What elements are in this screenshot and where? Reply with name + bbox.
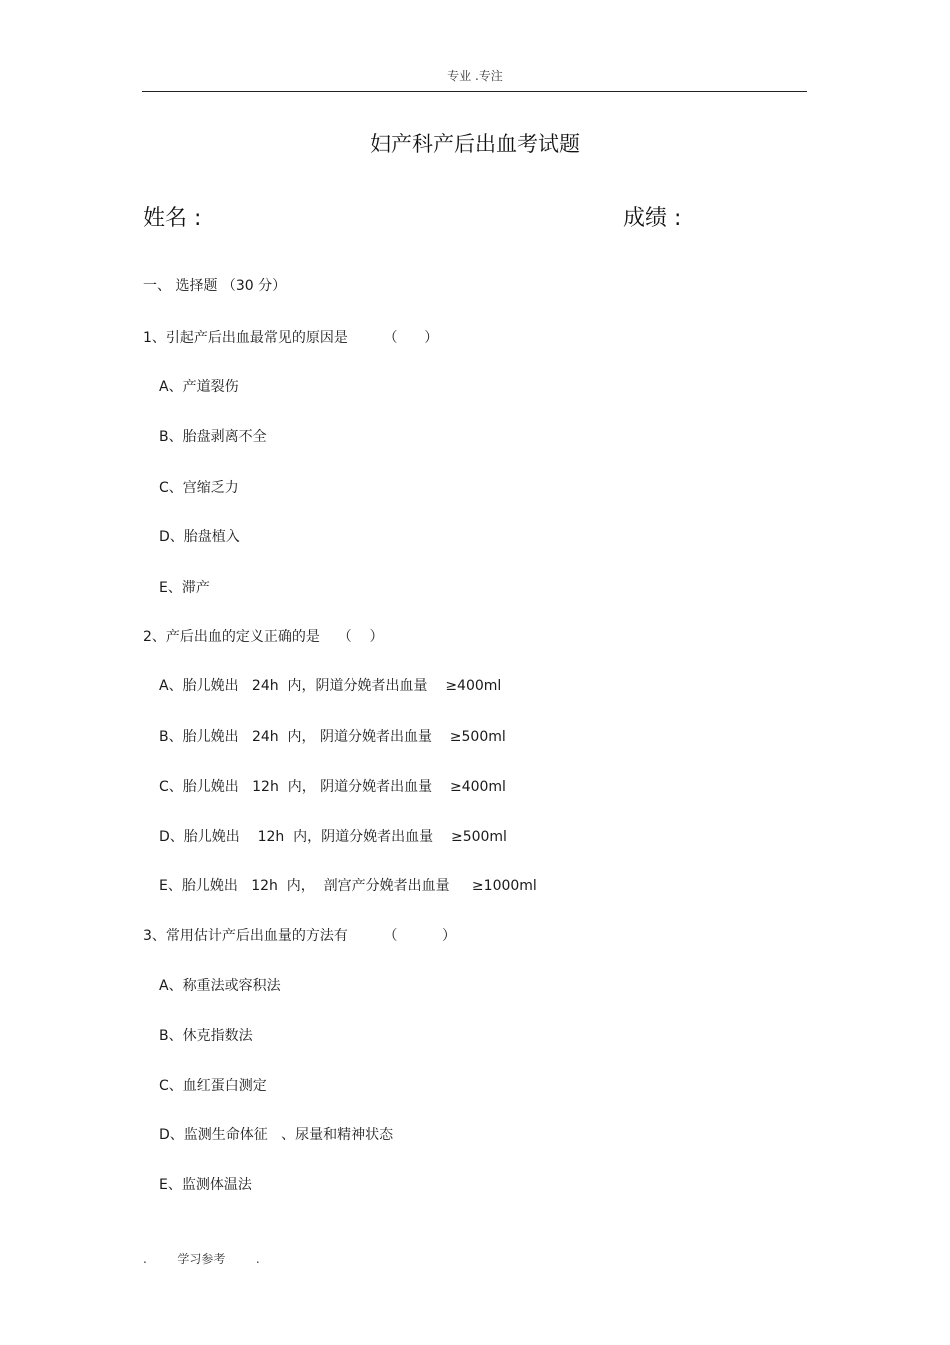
question-2-option-c: C、胎儿娩出 12h 内， 阴道分娩者出血量 ≥400ml [159,779,506,795]
section-heading: 一、 选择题 （30 分） [143,278,287,294]
question-1-option-c: C、宫缩乏力 [159,480,239,496]
question-2-option-d: D、胎儿娩出 12h 内，阴道分娩者出血量 ≥500ml [159,829,507,845]
document-title: 妇产科产后出血考试题 [370,132,580,156]
score-label: 成绩 : [623,206,682,231]
question-2-option-b: B、胎儿娩出 24h 内， 阴道分娩者出血量 ≥500ml [159,729,506,745]
question-1-option-a: A、产道裂伤 [159,379,239,395]
question-3-text: 3、常用估计产后出血量的方法有 （ ） [143,928,457,944]
question-1-option-d: D、胎盘植入 [159,529,240,545]
question-2-option-e: E、胎儿娩出 12h 内， 剖宫产分娩者出血量 ≥1000ml [159,878,537,894]
name-label: 姓名 : [143,206,202,231]
question-1-option-e: E、滞产 [159,580,210,596]
header-divider [142,91,807,92]
question-1-text: 1、引起产后出血最常见的原因是 （ ） [143,330,439,346]
question-3-option-b: B、休克指数法 [159,1028,253,1044]
question-3-option-e: E、监测体温法 [159,1177,252,1193]
page-footer: . 学习参考 . [143,1252,260,1266]
question-3-option-a: A、称重法或容积法 [159,978,281,994]
question-2-text: 2、产后出血的定义正确的是 （ ） [143,629,384,645]
question-1-option-b: B、胎盘剥离不全 [159,429,267,445]
question-2-option-a: A、胎儿娩出 24h 内，阴道分娩者出血量 ≥400ml [159,678,502,694]
question-3-option-c: C、血红蛋白测定 [159,1078,267,1094]
page-header: 专业 .专注 [447,69,503,83]
question-3-option-d: D、监测生命体征 、尿量和精神状态 [159,1127,394,1143]
